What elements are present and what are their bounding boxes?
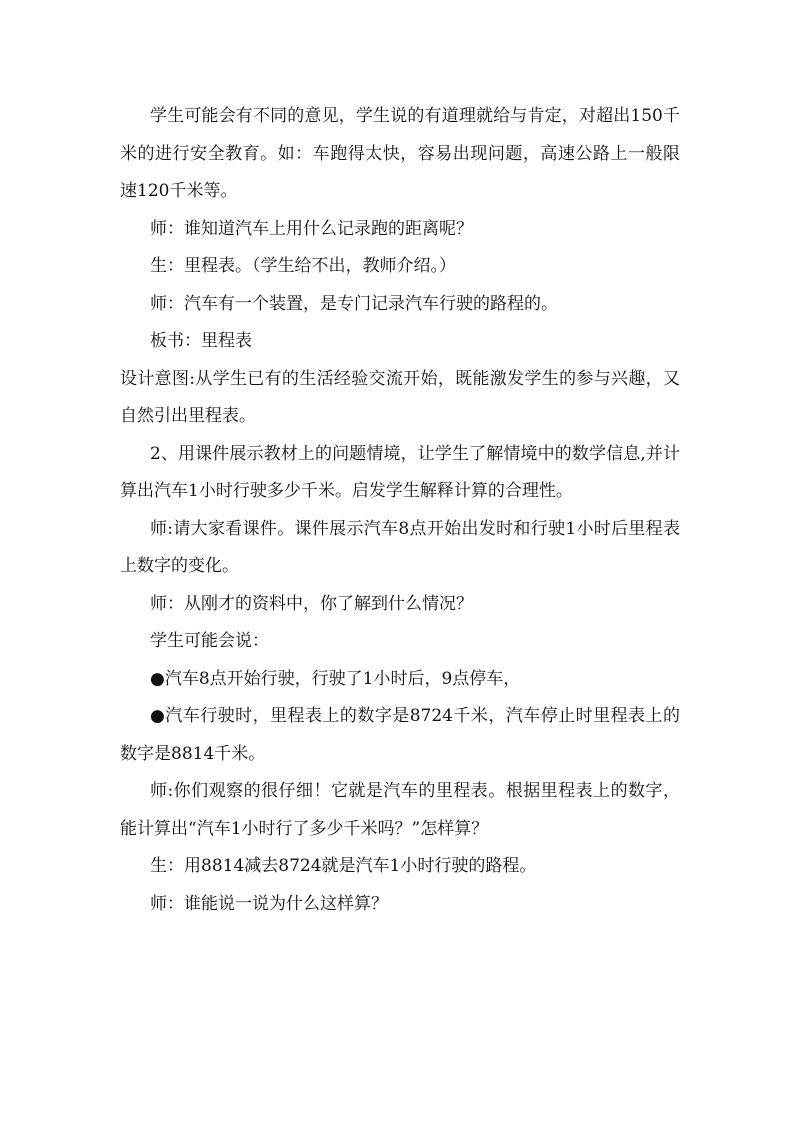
paragraph-12: ●汽车行驶时，里程表上的数字是8724千米，汽车停止时里程表上的数字是8814千米。 (120, 706, 680, 764)
paragraph-6: 设计意图:从学生已有的生活经验交流开始，既能激发学生的参与兴趣，又自然引出里程表。 (120, 368, 680, 426)
paragraph-13: 师:你们观察的很仔细！它就是汽车的里程表。根据里程表上的数字，能计算出“汽车1小时行了多少千米吗？”怎样算？ (120, 781, 680, 839)
paragraph-11: ●汽车8点开始行驶，行驶了1小时后，9点停车， (150, 668, 521, 689)
document-page (120, 98, 680, 923)
paragraph-8: 师:请大家看课件。课件展示汽车8点开始出发时和行驶1小时后里程表上数字的变化。 (120, 518, 680, 576)
paragraph-7: 2、用课件展示教材上的问题情境，让学生了解情境中的数学信息,并计算出汽车1小时行驶多少千米。启发学生解释计算的合理性。 (120, 443, 680, 501)
paragraph-4: 师：汽车有一个装置，是专门记录汽车行驶的路程的。 (150, 293, 558, 314)
paragraph-9: 师：从刚才的资料中，你了解到什么情况？ (150, 593, 473, 614)
paragraph-10: 学生可能会说： (150, 631, 269, 651)
paragraph-5: 板书：里程表 (150, 331, 252, 351)
paragraph-14: 生：用8814减去8724就是汽车1小时行驶的路程。 (150, 856, 537, 876)
paragraph-15: 师：谁能说一说为什么这样算？ (150, 893, 388, 914)
paragraph-3: 生：里程表。（学生给不出，教师介绍。） (150, 256, 456, 276)
paragraph-1: 学生可能会有不同的意见，学生说的有道理就给与肯定，对超出150千米的进行安全教育。如：车跑得太快，容易出现问题，高速公路上一般限速120千米等。 (120, 106, 680, 201)
paragraph-2: 师：谁知道汽车上用什么记录跑的距离呢？ (150, 218, 473, 239)
